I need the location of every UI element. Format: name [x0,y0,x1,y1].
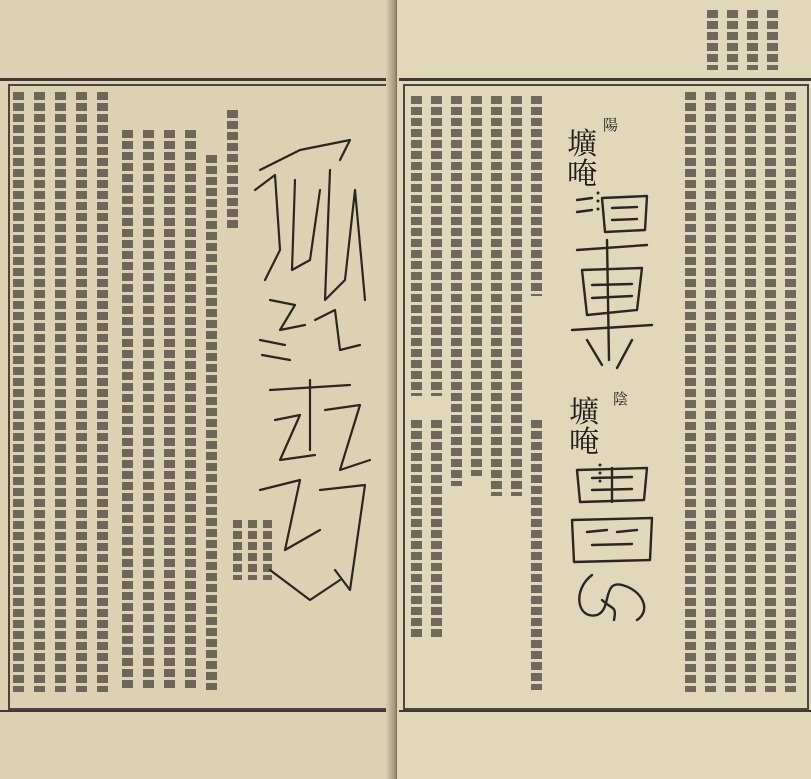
text-column [431,420,442,640]
text-column [411,420,422,640]
text-column [206,155,217,690]
text-column [491,96,502,496]
text-column [531,420,542,690]
kuang-char: 壙 [567,127,597,162]
text-column [34,92,45,692]
yang-char: 陽 [603,116,619,134]
text-column [785,92,796,692]
text-column [411,96,422,396]
talisman-drawing [240,130,380,610]
text-column [122,130,133,690]
om-char: 唵 [567,157,597,192]
text-column [143,130,154,690]
right-top-rule [399,78,811,81]
text-column [745,92,756,692]
text-column [164,130,175,690]
dotted-separator [595,462,605,486]
text-column [727,10,738,70]
text-column [13,92,24,692]
text-column [765,92,776,692]
text-column [451,96,462,486]
yin-char: 陰 [613,390,629,408]
text-column [531,96,542,296]
text-column [227,110,238,230]
text-column [705,92,716,692]
text-column [185,130,196,690]
text-column [76,92,87,692]
text-column [97,92,108,692]
text-column [707,10,718,70]
left-page [0,0,395,779]
text-column [747,10,758,70]
text-column [431,96,442,396]
left-top-rule [0,78,392,81]
text-column [471,96,482,476]
yang-talisman-drawing [557,190,667,380]
text-column [767,10,778,70]
left-bottom-rule [0,710,392,712]
text-column [55,92,66,692]
kuang-char: 壙 [569,395,599,430]
right-page [397,0,811,779]
text-column [511,96,522,496]
text-column [725,92,736,692]
om-char: 唵 [569,425,599,460]
dotted-separator [593,190,603,214]
right-bottom-rule [399,710,811,712]
yin-talisman-drawing [562,460,662,630]
text-column [685,92,696,692]
